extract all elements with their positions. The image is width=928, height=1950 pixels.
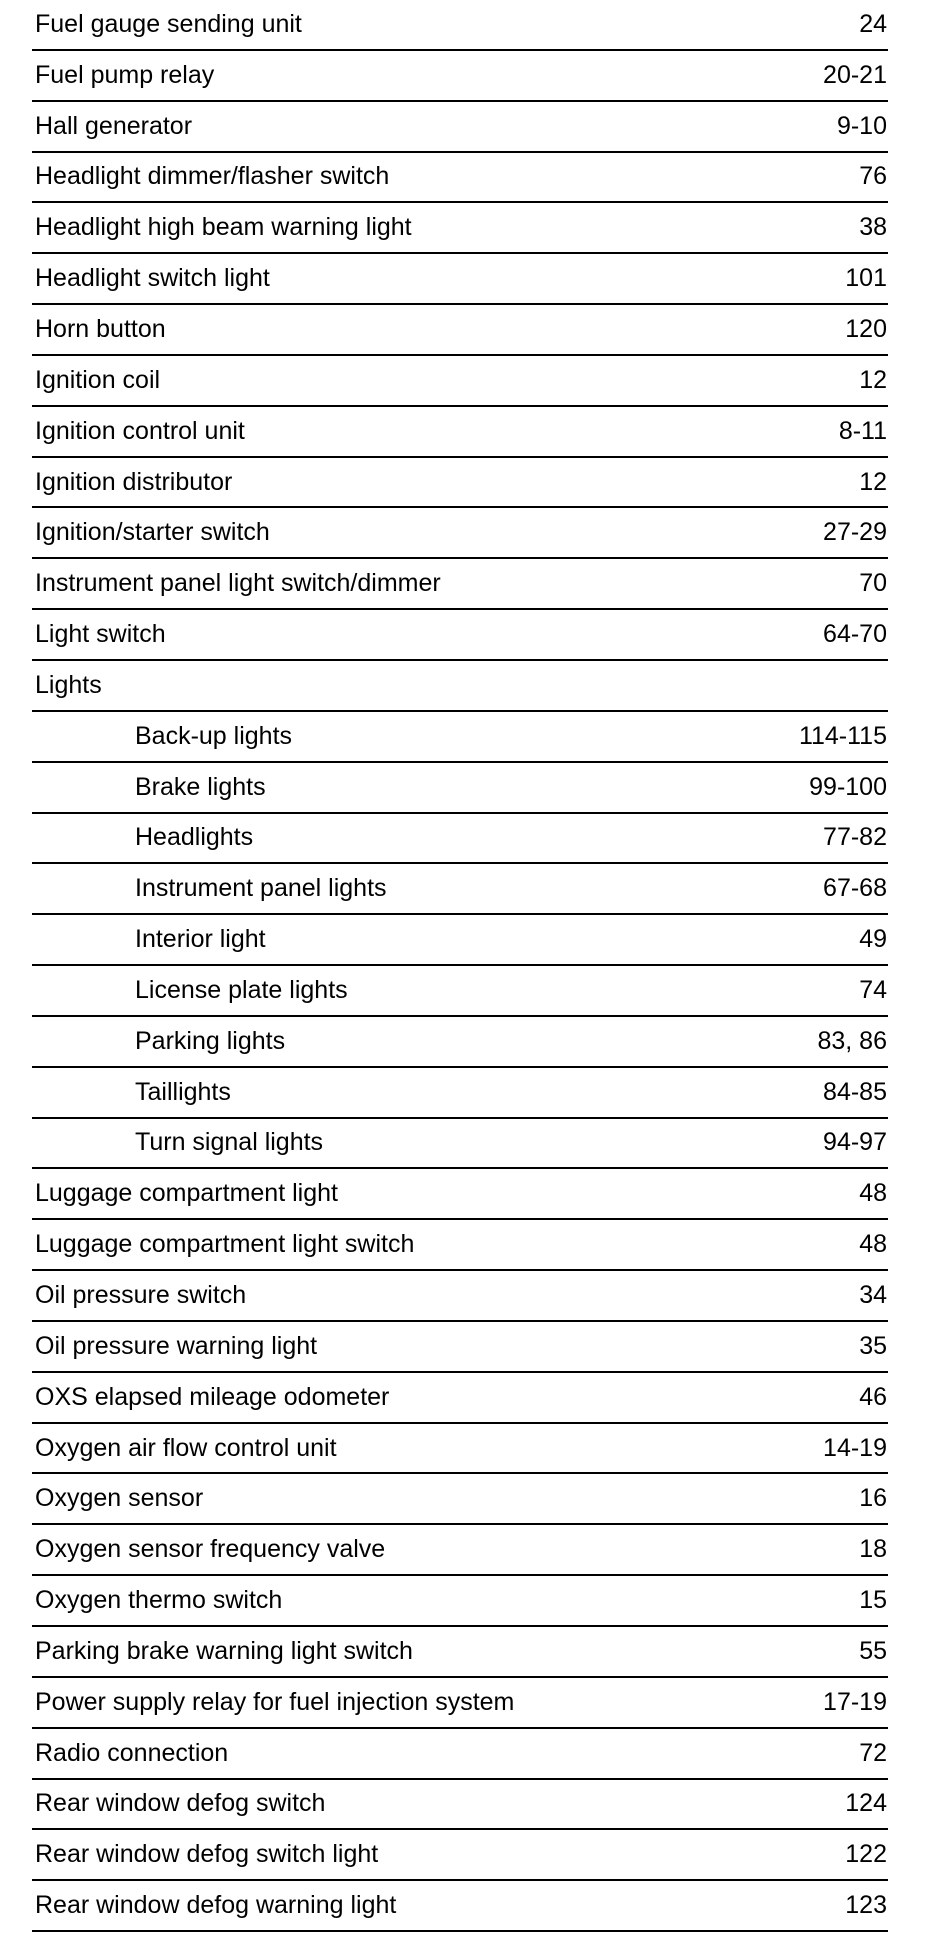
- index-entry-row: [32, 1271, 888, 1322]
- index-subentry-row: [32, 1068, 888, 1119]
- index-entry-row: [32, 508, 888, 559]
- index-subentry-row: [32, 915, 888, 966]
- entry-pages: 8-11: [838, 416, 887, 445]
- entry-term: Oxygen sensor frequency valve: [35, 1535, 386, 1564]
- entry-pages: 94-97: [823, 1128, 887, 1157]
- entry-term: Hall generator: [35, 111, 193, 140]
- entry-term: Headlight high beam warning light: [35, 213, 412, 242]
- index-entry-row: [32, 1424, 888, 1475]
- entry-pages: 9-10: [836, 111, 887, 140]
- entry-pages: 14-19: [823, 1433, 887, 1462]
- index-subentry-row: [32, 864, 888, 915]
- entry-term: Light switch: [35, 620, 166, 649]
- entry-term: Luggage compartment light: [35, 1179, 338, 1208]
- index-entry-row: [32, 356, 888, 407]
- entry-term: Power supply relay for fuel injection system: [35, 1687, 515, 1716]
- entry-term: Taillights: [135, 1077, 231, 1106]
- entry-term: Oil pressure switch: [35, 1281, 247, 1310]
- index-entry-row: [32, 1729, 888, 1780]
- entry-pages: 24: [859, 9, 887, 38]
- entry-pages: 99-100: [809, 772, 887, 801]
- index-entry-row: [32, 203, 888, 254]
- entry-pages: 83, 86: [817, 1026, 887, 1055]
- entry-term: Ignition control unit: [35, 416, 245, 445]
- entry-pages: 12: [859, 467, 887, 496]
- index-subentry-row: [32, 712, 888, 763]
- entry-pages: 120: [845, 314, 887, 343]
- index-entry-row: [32, 153, 888, 204]
- entry-pages: 101: [845, 264, 887, 293]
- entry-term: License plate lights: [135, 975, 348, 1004]
- entry-pages: 124: [845, 1789, 887, 1818]
- index-subentry-row: [32, 966, 888, 1017]
- entry-term: Horn button: [35, 314, 166, 343]
- entry-term: Oxygen thermo switch: [35, 1586, 283, 1615]
- index-entry-row: [32, 661, 888, 712]
- entry-term: Ignition/starter switch: [35, 518, 270, 547]
- entry-pages: 18: [859, 1535, 887, 1564]
- entry-pages: 48: [859, 1179, 887, 1208]
- index-entry-row: [32, 610, 888, 661]
- entry-pages: 72: [859, 1738, 887, 1767]
- index-subentry-row: [32, 1017, 888, 1068]
- entry-pages: 123: [845, 1891, 887, 1920]
- entry-pages: 114-115: [798, 721, 887, 750]
- entry-term: Oxygen sensor: [35, 1484, 204, 1513]
- entry-term: Brake lights: [135, 772, 266, 801]
- entry-pages: 38: [859, 213, 887, 242]
- entry-pages: 35: [859, 1331, 887, 1360]
- index-entry-row: [32, 559, 888, 610]
- entry-pages: 67-68: [823, 874, 887, 903]
- entry-term: Fuel pump relay: [35, 60, 215, 89]
- entry-pages: 70: [859, 569, 887, 598]
- index-entry-row: [32, 0, 888, 51]
- index-entry-row: [32, 1373, 888, 1424]
- index-entry-row: [32, 1525, 888, 1576]
- index-entry-row: [32, 1169, 888, 1220]
- entry-pages: 49: [859, 925, 887, 954]
- entry-pages: 12: [859, 365, 887, 394]
- entry-pages: 122: [845, 1840, 887, 1869]
- entry-term: Headlights: [135, 823, 254, 852]
- entry-pages: 77-82: [823, 823, 887, 852]
- index-entry-row: [32, 1627, 888, 1678]
- index-entry-row: [32, 305, 888, 356]
- entry-term: Luggage compartment light switch: [35, 1230, 415, 1259]
- index-entry-row: [32, 1780, 888, 1831]
- index-entry-row: [32, 51, 888, 102]
- entry-term: Ignition distributor: [35, 467, 233, 496]
- entry-pages: 76: [859, 162, 887, 191]
- entry-term: Rear window defog switch light: [35, 1840, 379, 1869]
- entry-term: Headlight dimmer/flasher switch: [35, 162, 390, 191]
- entry-term: Parking brake warning light switch: [35, 1636, 413, 1665]
- entry-pages: 16: [859, 1484, 887, 1513]
- entry-pages: 27-29: [823, 518, 887, 547]
- entry-pages: 15: [859, 1586, 887, 1615]
- index-subentry-row: [32, 814, 888, 865]
- entry-term: Headlight switch light: [35, 264, 270, 293]
- entry-term: Back-up lights: [135, 721, 293, 750]
- entry-term: Fuel gauge sending unit: [35, 9, 302, 38]
- entry-term: Lights: [35, 670, 102, 699]
- entry-term: Interior light: [135, 925, 266, 954]
- entry-pages: 84-85: [823, 1077, 887, 1106]
- index-entry-row: [32, 102, 888, 153]
- entry-term: Rear window defog warning light: [35, 1891, 397, 1920]
- entry-term: Instrument panel light switch/dimmer: [35, 569, 441, 598]
- index-entry-row: [32, 1220, 888, 1271]
- entry-pages: 34: [859, 1281, 887, 1310]
- index-entry-row: [32, 254, 888, 305]
- index-subentry-row: [32, 763, 888, 814]
- entry-term: Radio connection: [35, 1738, 229, 1767]
- index-entry-row: [32, 1322, 888, 1373]
- entry-pages: 48: [859, 1230, 887, 1259]
- entry-term: Instrument panel lights: [135, 874, 387, 903]
- index-subentry-row: [32, 1119, 888, 1170]
- entry-pages: 17-19: [823, 1687, 887, 1716]
- index-entry-row: [32, 458, 888, 509]
- entry-term: Oxygen air flow control unit: [35, 1433, 337, 1462]
- entry-pages: 64-70: [823, 620, 887, 649]
- entry-pages: 55: [859, 1636, 887, 1665]
- index-entry-row: [32, 1830, 888, 1881]
- entry-term: Turn signal lights: [135, 1128, 324, 1157]
- entry-pages: 74: [859, 975, 887, 1004]
- entry-term: Ignition coil: [35, 365, 161, 394]
- index-entry-row: [32, 407, 888, 458]
- entry-term: Rear window defog switch: [35, 1789, 326, 1818]
- entry-term: Oil pressure warning light: [35, 1331, 318, 1360]
- index-entry-row: [32, 1474, 888, 1525]
- index-entry-row: [32, 1576, 888, 1627]
- entry-term: Parking lights: [135, 1026, 286, 1055]
- index-entry-row: [32, 1678, 888, 1729]
- entry-pages: 20-21: [823, 60, 887, 89]
- component-index-table: [32, 0, 888, 1932]
- index-entry-row: [32, 1881, 888, 1932]
- entry-pages: 46: [859, 1382, 887, 1411]
- entry-term: OXS elapsed mileage odometer: [35, 1382, 390, 1411]
